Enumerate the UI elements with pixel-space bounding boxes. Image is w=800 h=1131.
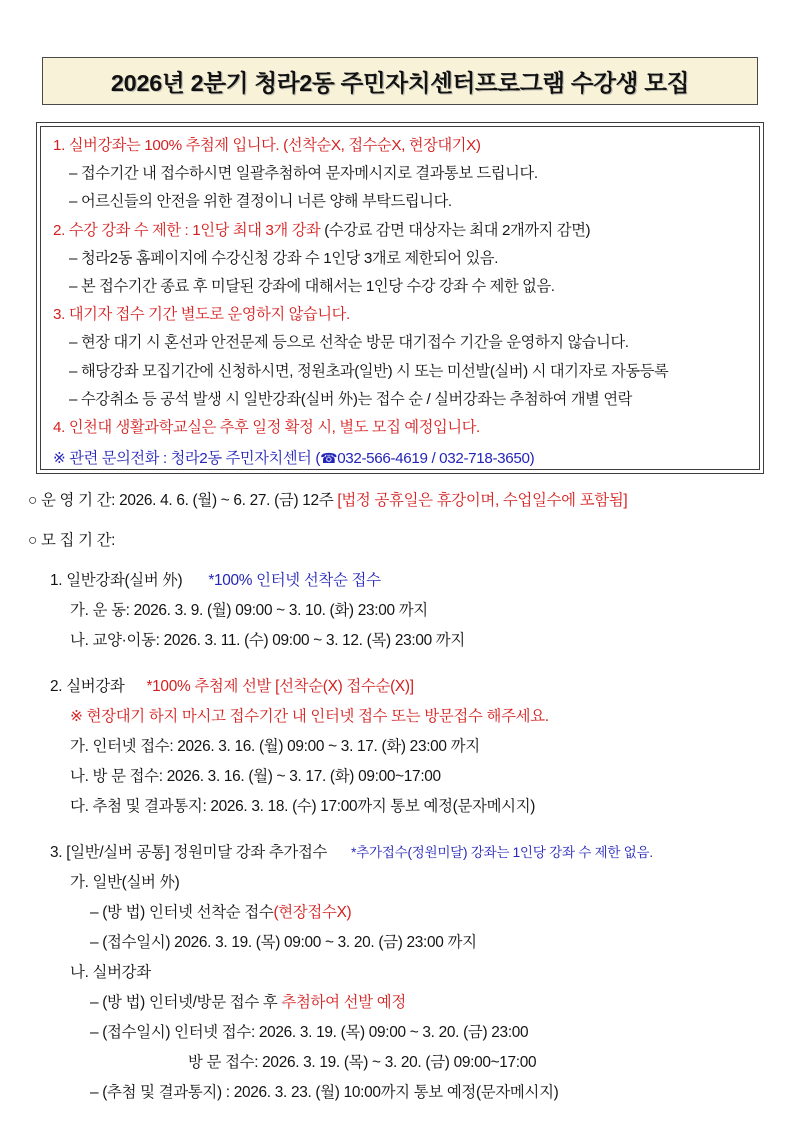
section-1-title: 1. 일반강좌(실버 外) <box>50 572 183 589</box>
section-3-group-b-result: – (추첨 및 결과통지) : 2026. 3. 23. (월) 10:00까지 통보 예정(문자메시지) <box>90 1084 559 1101</box>
section-2-title: 2. 실버강좌 <box>50 678 125 695</box>
notice-item-2-heading-red: 2. 수강 강좌 수 제한 : 1인당 최대 3개 강좌 <box>53 221 321 239</box>
contact-suffix: ) <box>529 450 535 468</box>
operation-bullet: ○ <box>28 492 37 509</box>
section-1-note: *100% 인터넷 선착순 접수 <box>208 572 381 589</box>
section-3-group-b-method-text: – (방 법) 인터넷/방문 접수 후 <box>90 994 282 1011</box>
section-2-item-c: 다. 추첨 및 결과통지: 2026. 3. 18. (수) 17:00까지 통보 예정(문자메시지) <box>70 798 536 815</box>
section-2-note: *100% 추첨제 선발 [선착순(X) 접수순(X)] <box>146 678 414 695</box>
section-3-group-b-date-online: – (접수일시) 인터넷 접수: 2026. 3. 19. (목) 09:00 ~ 3. 20. (금) 23:00 <box>90 1024 529 1041</box>
section-3-group-a-method-note: (현장접수X) <box>273 904 352 921</box>
section-3-group-a-method-text: – (방 법) 인터넷 선착순 접수 <box>90 904 274 921</box>
operation-period-row <box>28 486 780 516</box>
notice-item-3-sub-1: – 현장 대기 시 혼선과 안전문제 등으로 선착순 방문 대기접수 기간을 운영하지 않습니다. <box>69 334 629 352</box>
notice-item-1-heading: 1. 실버강좌는 100% 추첨제 입니다. (선착순X, 접수순X, 현장대기X) <box>53 137 481 154</box>
notice-box-inner <box>40 126 760 470</box>
section-1-item-b: 나. 교양·이동: 2026. 3. 11. (수) 09:00 ~ 3. 12. (목) 23:00 까지 <box>70 632 465 649</box>
section-3-note: *추가접수(정원미달) 강좌는 1인당 강좌 수 제한 없음. <box>351 845 653 860</box>
telephone-icon: ☎ <box>320 450 338 467</box>
page-title: 2026년 2분기 청라2동 주민자치센터프로그램 수강생 모집 <box>110 70 690 96</box>
notice-item-3-heading: 3. 대기자 접수 기간 별도로 운영하지 않습니다. <box>53 306 350 324</box>
notice-item-2-sub-2: – 본 접수기간 종료 후 미달된 강좌에 대해서는 1인당 수강 강좌 수 제한 없음. <box>69 278 555 296</box>
section-3-group-b-label: 나. 실버강좌 <box>70 964 151 981</box>
contact-line <box>53 444 747 473</box>
operation-note: [법정 공휴일은 휴강이며, 수업일수에 포함됨] <box>337 492 628 509</box>
recruit-bullet: ○ <box>28 532 37 549</box>
section-2-heading <box>28 672 780 702</box>
section-3-group-b-date-visit: 방 문 접수: 2026. 3. 19. (목) ~ 3. 20. (금) 09:00~17:00 <box>188 1054 537 1071</box>
operation-value: 2026. 4. 6. (월) ~ 6. 27. (금) 12주 <box>115 492 338 509</box>
notice-item-1-sub-2: – 어르신들의 안전을 위한 결정이니 너른 양해 부탁드립니다. <box>69 193 452 211</box>
section-1-heading <box>28 566 780 596</box>
section-2-warning: ※ 현장대기 하지 마시고 접수기간 내 인터넷 접수 또는 방문접수 해주세요. <box>70 708 549 725</box>
operation-label: 운 영 기 간: <box>40 492 116 509</box>
notice-item-2-heading-black: (수강료 감면 대상자는 최대 2개까지 감면) <box>320 221 591 239</box>
section-3-group-b-method <box>28 988 780 1018</box>
document-title-banner <box>42 57 758 105</box>
notice-item-1-sub-1: – 접수기간 내 접수하시면 일괄추첨하여 문자메시지로 결과통보 드립니다. <box>69 165 538 183</box>
body-content <box>28 486 780 1108</box>
contact-prefix: ※ 관련 문의전화 : 청라2동 주민자치센터 ( <box>53 450 321 468</box>
notice-item-3-sub-3: – 수강취소 등 공석 발생 시 일반강좌(실버 外)는 접수 순 / 실버강좌는 추첨하여 개별 연락 <box>69 390 632 408</box>
recruit-period-row <box>28 526 780 556</box>
section-3-group-a-method <box>28 898 780 928</box>
section-3-heading <box>28 838 780 868</box>
notice-item-3-sub-2: – 해당강좌 모집기간에 신청하시면, 정원초과(일반) 시 또는 미선발(실버) 시 대기자로 자동등록 <box>69 362 669 380</box>
contact-numbers: 032-566-4619 / 032-718-3650 <box>337 450 530 468</box>
section-3-group-b-method-note: 추첨하여 선발 예정 <box>281 994 406 1011</box>
section-2-item-a: 가. 인터넷 접수: 2026. 3. 16. (월) 09:00 ~ 3. 17. (화) 23:00 까지 <box>70 738 480 755</box>
notice-item-4-heading: 4. 인천대 생활과학교실은 추후 일정 확정 시, 별도 모집 예정입니다. <box>53 419 480 437</box>
section-3-title: 3. [일반/실버 공통] 정원미달 강좌 추가접수 <box>50 844 328 861</box>
section-2-item-b: 나. 방 문 접수: 2026. 3. 16. (월) ~ 3. 17. (화) 09:00~17:00 <box>70 768 441 785</box>
section-3-group-a-label: 가. 일반(실버 外) <box>70 874 180 891</box>
notice-item-2-heading <box>53 217 747 245</box>
notice-item-2-sub-1: – 청라2동 홈페이지에 수강신청 강좌 수 1인당 3개로 제한되어 있음. <box>69 249 499 267</box>
section-3-group-a-date: – (접수일시) 2026. 3. 19. (목) 09:00 ~ 3. 20. (금) 23:00 까지 <box>90 934 477 951</box>
recruit-label: 모 집 기 간: <box>40 532 116 549</box>
section-1-item-a: 가. 운 동: 2026. 3. 9. (월) 09:00 ~ 3. 10. (화) 23:00 까지 <box>70 602 428 619</box>
notice-box <box>36 122 764 474</box>
